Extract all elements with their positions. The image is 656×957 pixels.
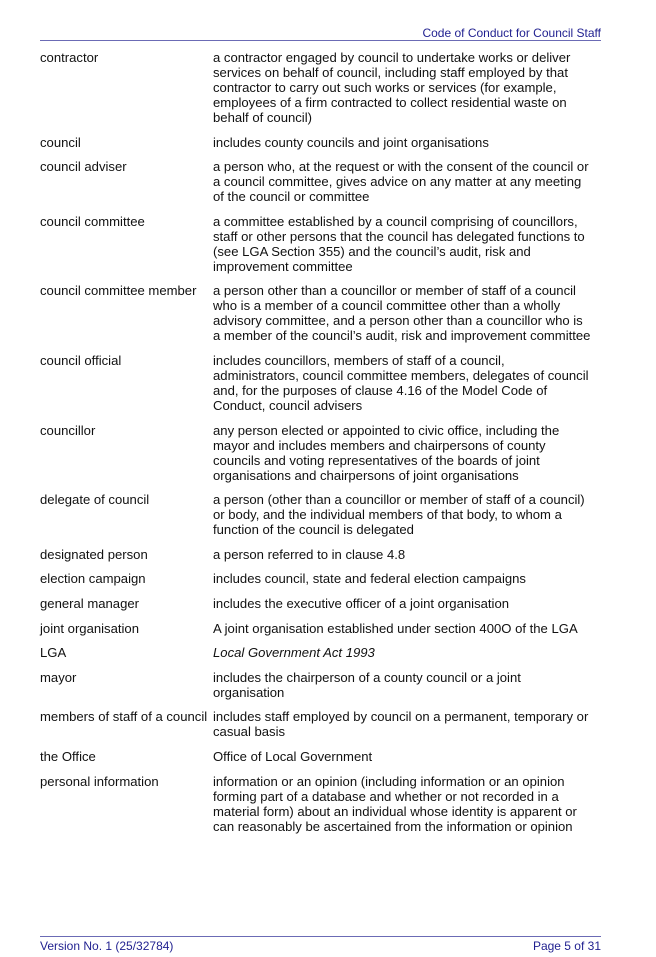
definition-row [40,621,600,636]
definition-text: Local Government Act 1993 [213,645,375,661]
definition-text: Office of Local Government [213,748,373,764]
definition-text: includes county councils and joint organisations [213,134,489,150]
definition-text: any person elected or appointed to civic office, including the mayor and includes members and chairpersons of county councils and voting representatives of the boards of joint organisations and chairpersons of joint organisations [213,422,560,483]
definition-text: includes the executive officer of a joint organisation [213,595,510,611]
page-header [40,22,601,41]
definition-text: a person who, at the request or with the consent of the council or a council committee, gives advice on any matter at any meeting of the council or committee [213,159,589,205]
definition-term: the Office [40,748,96,764]
definition-row [40,159,600,204]
definition-row [40,774,600,834]
version-number: Version No. 1 (25/32784) [40,939,174,953]
definition-term: contractor [40,50,99,65]
definition-row [40,596,600,611]
definition-term: council [40,134,81,150]
definition-term: election campaign [40,571,146,587]
definition-text: a person other than a councillor or member of staff of a council who is a member of a council committee other than a wholly advisory committee, and a person other than a councillor who is a member of the council’s audit, risk and improvement committee [213,283,591,344]
definition-term: joint organisation [40,620,139,636]
definition-row [40,547,600,562]
definition-term: designated person [40,546,148,562]
definition-text: a person (other than a councillor or member of staff of a council) or body, and the individual members of that body, to whom a function of the council is delegated [213,492,585,538]
definition-row [40,670,600,700]
definition-row [40,645,600,660]
definition-term: council committee member [40,283,197,299]
definition-term: LGA [40,645,67,661]
definition-text: includes staff employed by council on a permanent, temporary or casual basis [213,709,589,740]
definition-text: A joint organisation established under section 400O of the LGA [213,620,578,636]
definition-row [40,353,600,413]
definition-term: council committee [40,213,145,229]
definitions-table [40,50,600,843]
definition-row [40,571,600,586]
definition-text: a committee established by a council comprising of councillors, staff or other persons that the council has delegated functions to (see LGA Section 355) and the council’s audit, risk and improvement committee [213,213,585,274]
page-number: Page 5 of 31 [532,939,601,953]
definition-term: general manager [40,595,139,611]
definition-row [40,423,600,483]
definition-term: members of staff of a council [40,709,208,725]
definition-term: council official [40,352,122,368]
definition-term: delegate of council [40,492,150,508]
definition-row [40,492,600,537]
definition-term: mayor [40,669,77,685]
definition-text: a contractor engaged by council to undertake works or deliver services on behalf of council, including staff employed by that contractor to carry out such works or services (for example, employees of a firm contracted to collect residential waste on behalf of council) [213,50,571,125]
definition-term: council adviser [40,159,127,175]
definition-row [40,50,600,125]
definition-term: personal information [40,773,159,789]
definition-row [40,214,600,274]
document-title: Code of Conduct for Council Staff [422,26,601,40]
page-footer [40,936,601,957]
definition-text: includes councillors, members of staff of a council, administrators, council committee members, delegates of council and, for the purposes of clause 4.16 of the Model Code of Conduct, council advisers [213,352,589,413]
definition-text: information or an opinion (including information or an opinion forming part of a database and whether or not recorded in a material form) about an individual whose identity is apparent or can reasonably be ascertained from the information or opinion [213,773,577,834]
definition-row [40,749,600,764]
definition-row [40,709,600,739]
definition-row [40,135,600,150]
definition-text: a person referred to in clause 4.8 [213,546,406,562]
definition-term: councillor [40,422,96,438]
definition-text: includes council, state and federal election campaigns [213,571,526,587]
definition-row [40,283,600,343]
definition-text: includes the chairperson of a county council or a joint organisation [213,669,521,700]
